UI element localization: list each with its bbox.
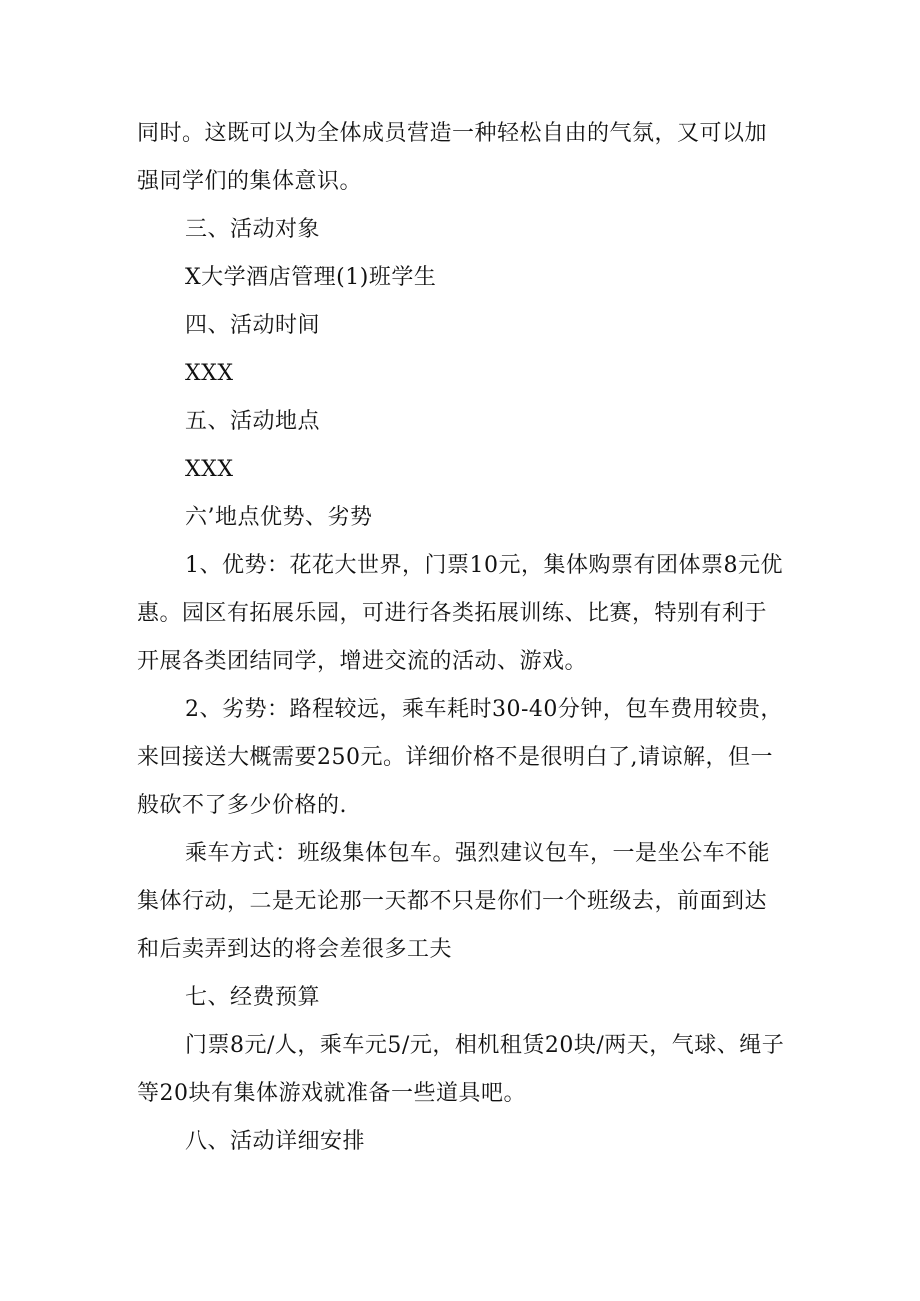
- paragraph-line: 开展各类团结同学，增进交流的活动、游戏。: [137, 649, 588, 674]
- paragraph-line: 惠。园区有拓展乐园，可进行各类拓展训练、比赛，特别有利于: [137, 601, 768, 626]
- paragraph-line: 同时。这既可以为全体成员营造一种轻松自由的气氛，又可以加: [137, 121, 768, 146]
- paragraph-line: 集体行动，二是无论那一天都不只是你们一个班级去，前面到达: [137, 889, 768, 914]
- section-heading-location-pros-cons: 六’地点优势、劣势: [185, 505, 373, 530]
- paragraph-line: 来回接送大概需要250元。详细价格不是很明白了,请谅解，但一: [137, 745, 773, 770]
- paragraph-line: XXX: [185, 361, 234, 386]
- paragraph-line: 2、劣势：路程较远，乘车耗时30-40分钟，包车费用较贵，: [185, 697, 783, 722]
- paragraph-line: 乘车方式：班级集体包车。强烈建议包车，一是坐公车不能: [185, 841, 771, 866]
- section-heading-activity-schedule: 八、活动详细安排: [185, 1129, 366, 1154]
- section-heading-activity-time: 四、活动时间: [185, 313, 321, 338]
- paragraph-line: X大学酒店管理(1)班学生: [185, 265, 437, 290]
- paragraph-line: 门票8元/人，乘车元5/元，相机租赁20块/两天，气球、绳子: [185, 1033, 785, 1058]
- paragraph-line: 1、优势：花花大世界，门票10元，集体购票有团体票8元优: [185, 553, 783, 578]
- paragraph-line: 等20块有集体游戏就准备一些道具吧。: [137, 1081, 526, 1106]
- section-heading-activity-target: 三、活动对象: [185, 217, 321, 242]
- paragraph-line: 般砍不了多少价格的.: [137, 793, 347, 818]
- document-body: [137, 110, 797, 1166]
- paragraph-line: 强同学们的集体意识。: [137, 169, 363, 194]
- paragraph-line: XXX: [185, 457, 234, 482]
- section-heading-activity-location: 五、活动地点: [185, 409, 321, 434]
- paragraph-line: 和后卖弄到达的将会差很多工夫: [137, 937, 453, 962]
- section-heading-budget: 七、经费预算: [185, 985, 321, 1010]
